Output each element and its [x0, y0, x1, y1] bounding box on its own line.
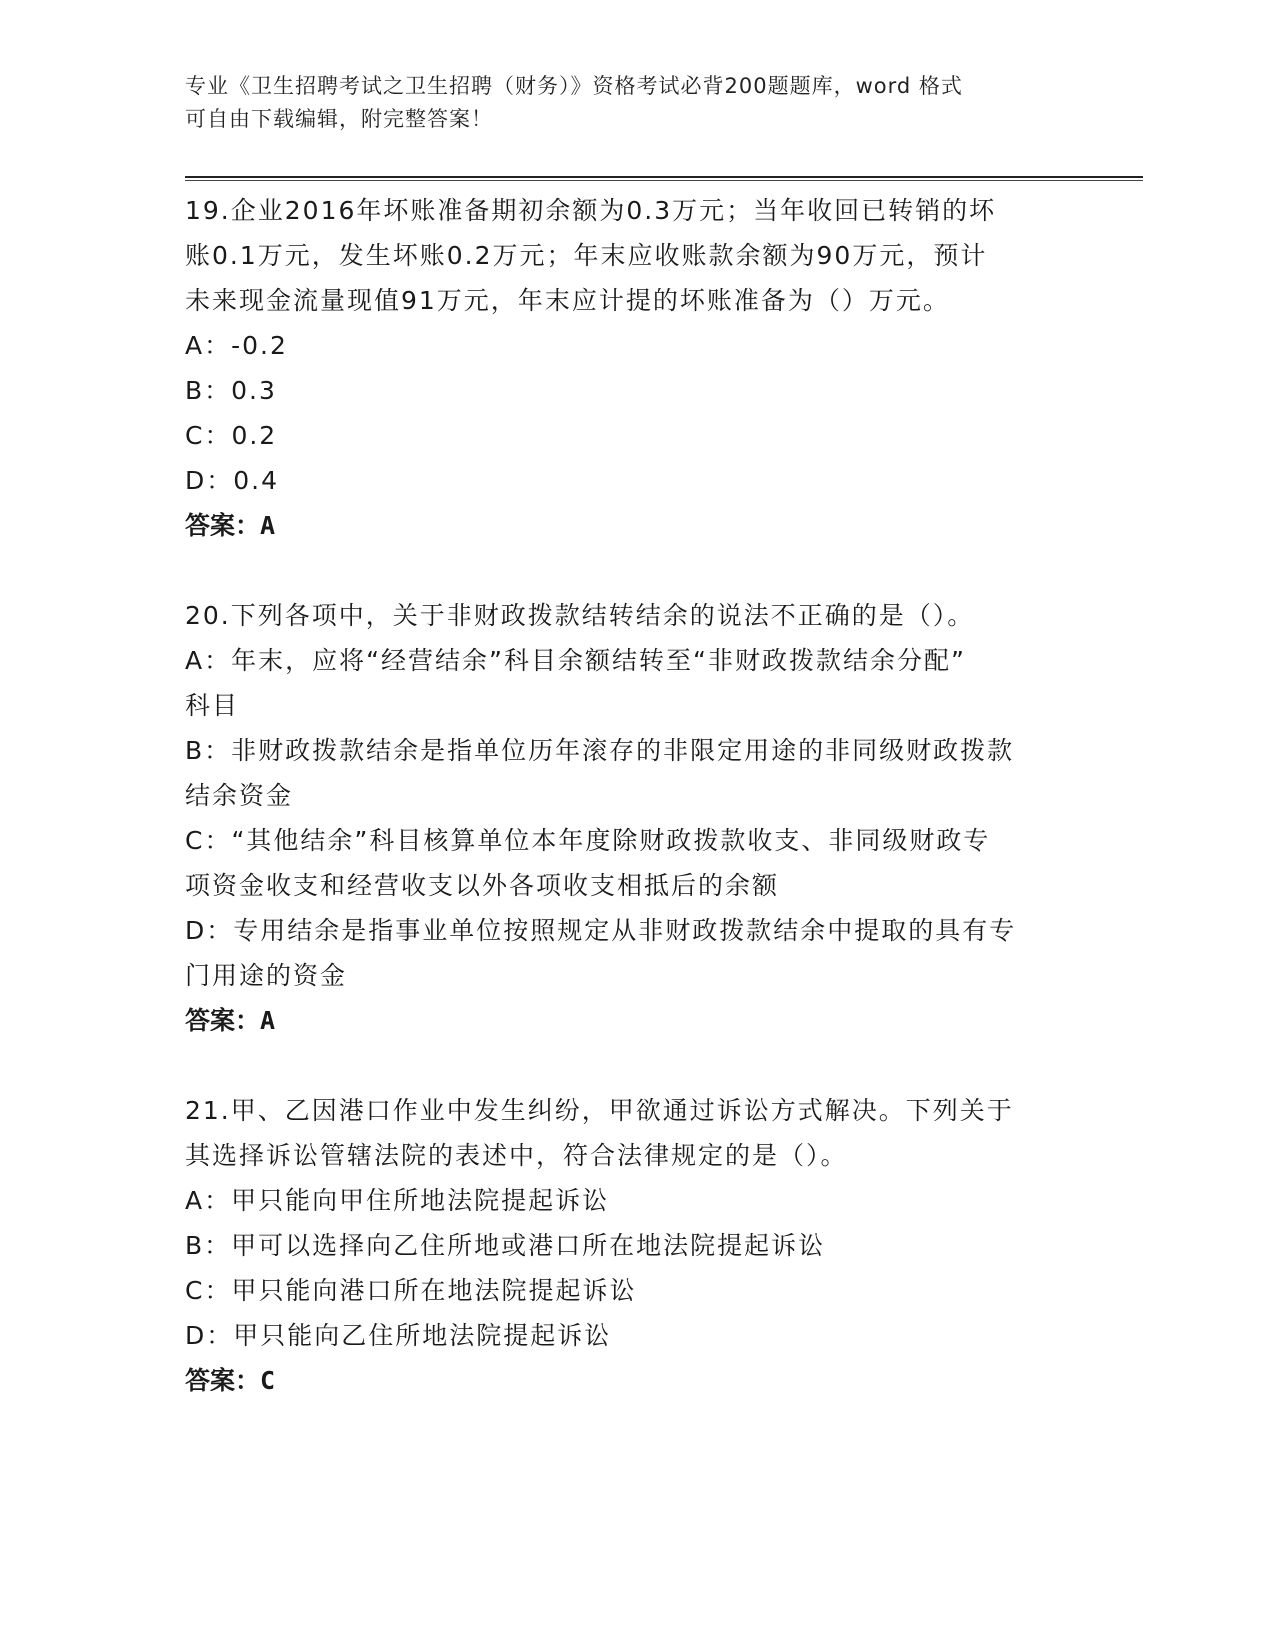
header-title-line-1: 专业《卫生招聘考试之卫生招聘（财务）》资格考试必背200题题库，word 格式	[185, 74, 963, 98]
option-c-continued: 项资金收支和经营收支以外各项收支相抵后的余额	[185, 871, 780, 900]
option-a: A：年末，应将“经营结余”科目余额结转至“非财政拨款结余分配”	[185, 646, 966, 675]
question-20	[185, 593, 1085, 1043]
answer-label: 答案：	[185, 1006, 261, 1035]
document-header	[185, 70, 1065, 136]
answer-value: C	[260, 1366, 276, 1395]
question-text-line: 未来现金流量现值91万元，年末应计提的坏账准备为（）万元。	[185, 286, 950, 315]
answer-line	[185, 1358, 1085, 1403]
option-c: C：“其他结余”科目核算单位本年度除财政拨款收支、非同级财政专	[185, 826, 991, 855]
option-d: D：专用结余是指事业单位按照规定从非财政拨款结余中提取的具有专	[185, 916, 1017, 945]
question-text-line: 账0.1万元，发生坏账0.2万元；年末应收账款余额为90万元，预计	[185, 241, 988, 270]
answer-line	[185, 998, 1085, 1043]
question-text-line: 19.企业2016年坏账准备期初余额为0.3万元；当年收回已转销的坏	[185, 196, 997, 225]
option-a: A：-0.2	[185, 331, 288, 360]
option-d: D：0.4	[185, 466, 280, 495]
question-21	[185, 1088, 1085, 1403]
option-d-continued: 门用途的资金	[185, 961, 348, 990]
answer-value: A	[260, 511, 276, 540]
option-a-continued: 科目	[185, 691, 240, 720]
option-b: B：0.3	[185, 376, 277, 405]
question-19	[185, 188, 1085, 548]
answer-line	[185, 503, 1085, 548]
option-b-continued: 结余资金	[185, 781, 294, 810]
option-c: C：0.2	[185, 421, 278, 450]
answer-label: 答案：	[185, 511, 261, 540]
question-text-line: 21.甲、乙因港口作业中发生纠纷，甲欲通过诉讼方式解决。下列关于	[185, 1096, 1014, 1125]
question-text-line: 其选择诉讼管辖法院的表述中，符合法律规定的是（）。	[185, 1141, 848, 1170]
option-a: A：甲只能向甲住所地法院提起诉讼	[185, 1186, 610, 1215]
question-list	[185, 188, 1085, 1403]
header-title-line-2: 可自由下载编辑，附完整答案！	[185, 107, 493, 131]
answer-label: 答案：	[185, 1366, 261, 1395]
header-divider-thin	[185, 180, 1143, 181]
option-d: D：甲只能向乙住所地法院提起诉讼	[185, 1321, 612, 1350]
question-text-line: 20.下列各项中，关于非财政拨款结转结余的说法不正确的是（）。	[185, 601, 975, 630]
option-c: C：甲只能向港口所在地法院提起诉讼	[185, 1276, 637, 1305]
header-divider-thick	[185, 176, 1143, 178]
option-b: B：非财政拨款结余是指单位历年滚存的非限定用途的非同级财政拨款	[185, 736, 1015, 765]
answer-value: A	[260, 1006, 276, 1035]
option-b: B：甲可以选择向乙住所地或港口所在地法院提起诉讼	[185, 1231, 826, 1260]
